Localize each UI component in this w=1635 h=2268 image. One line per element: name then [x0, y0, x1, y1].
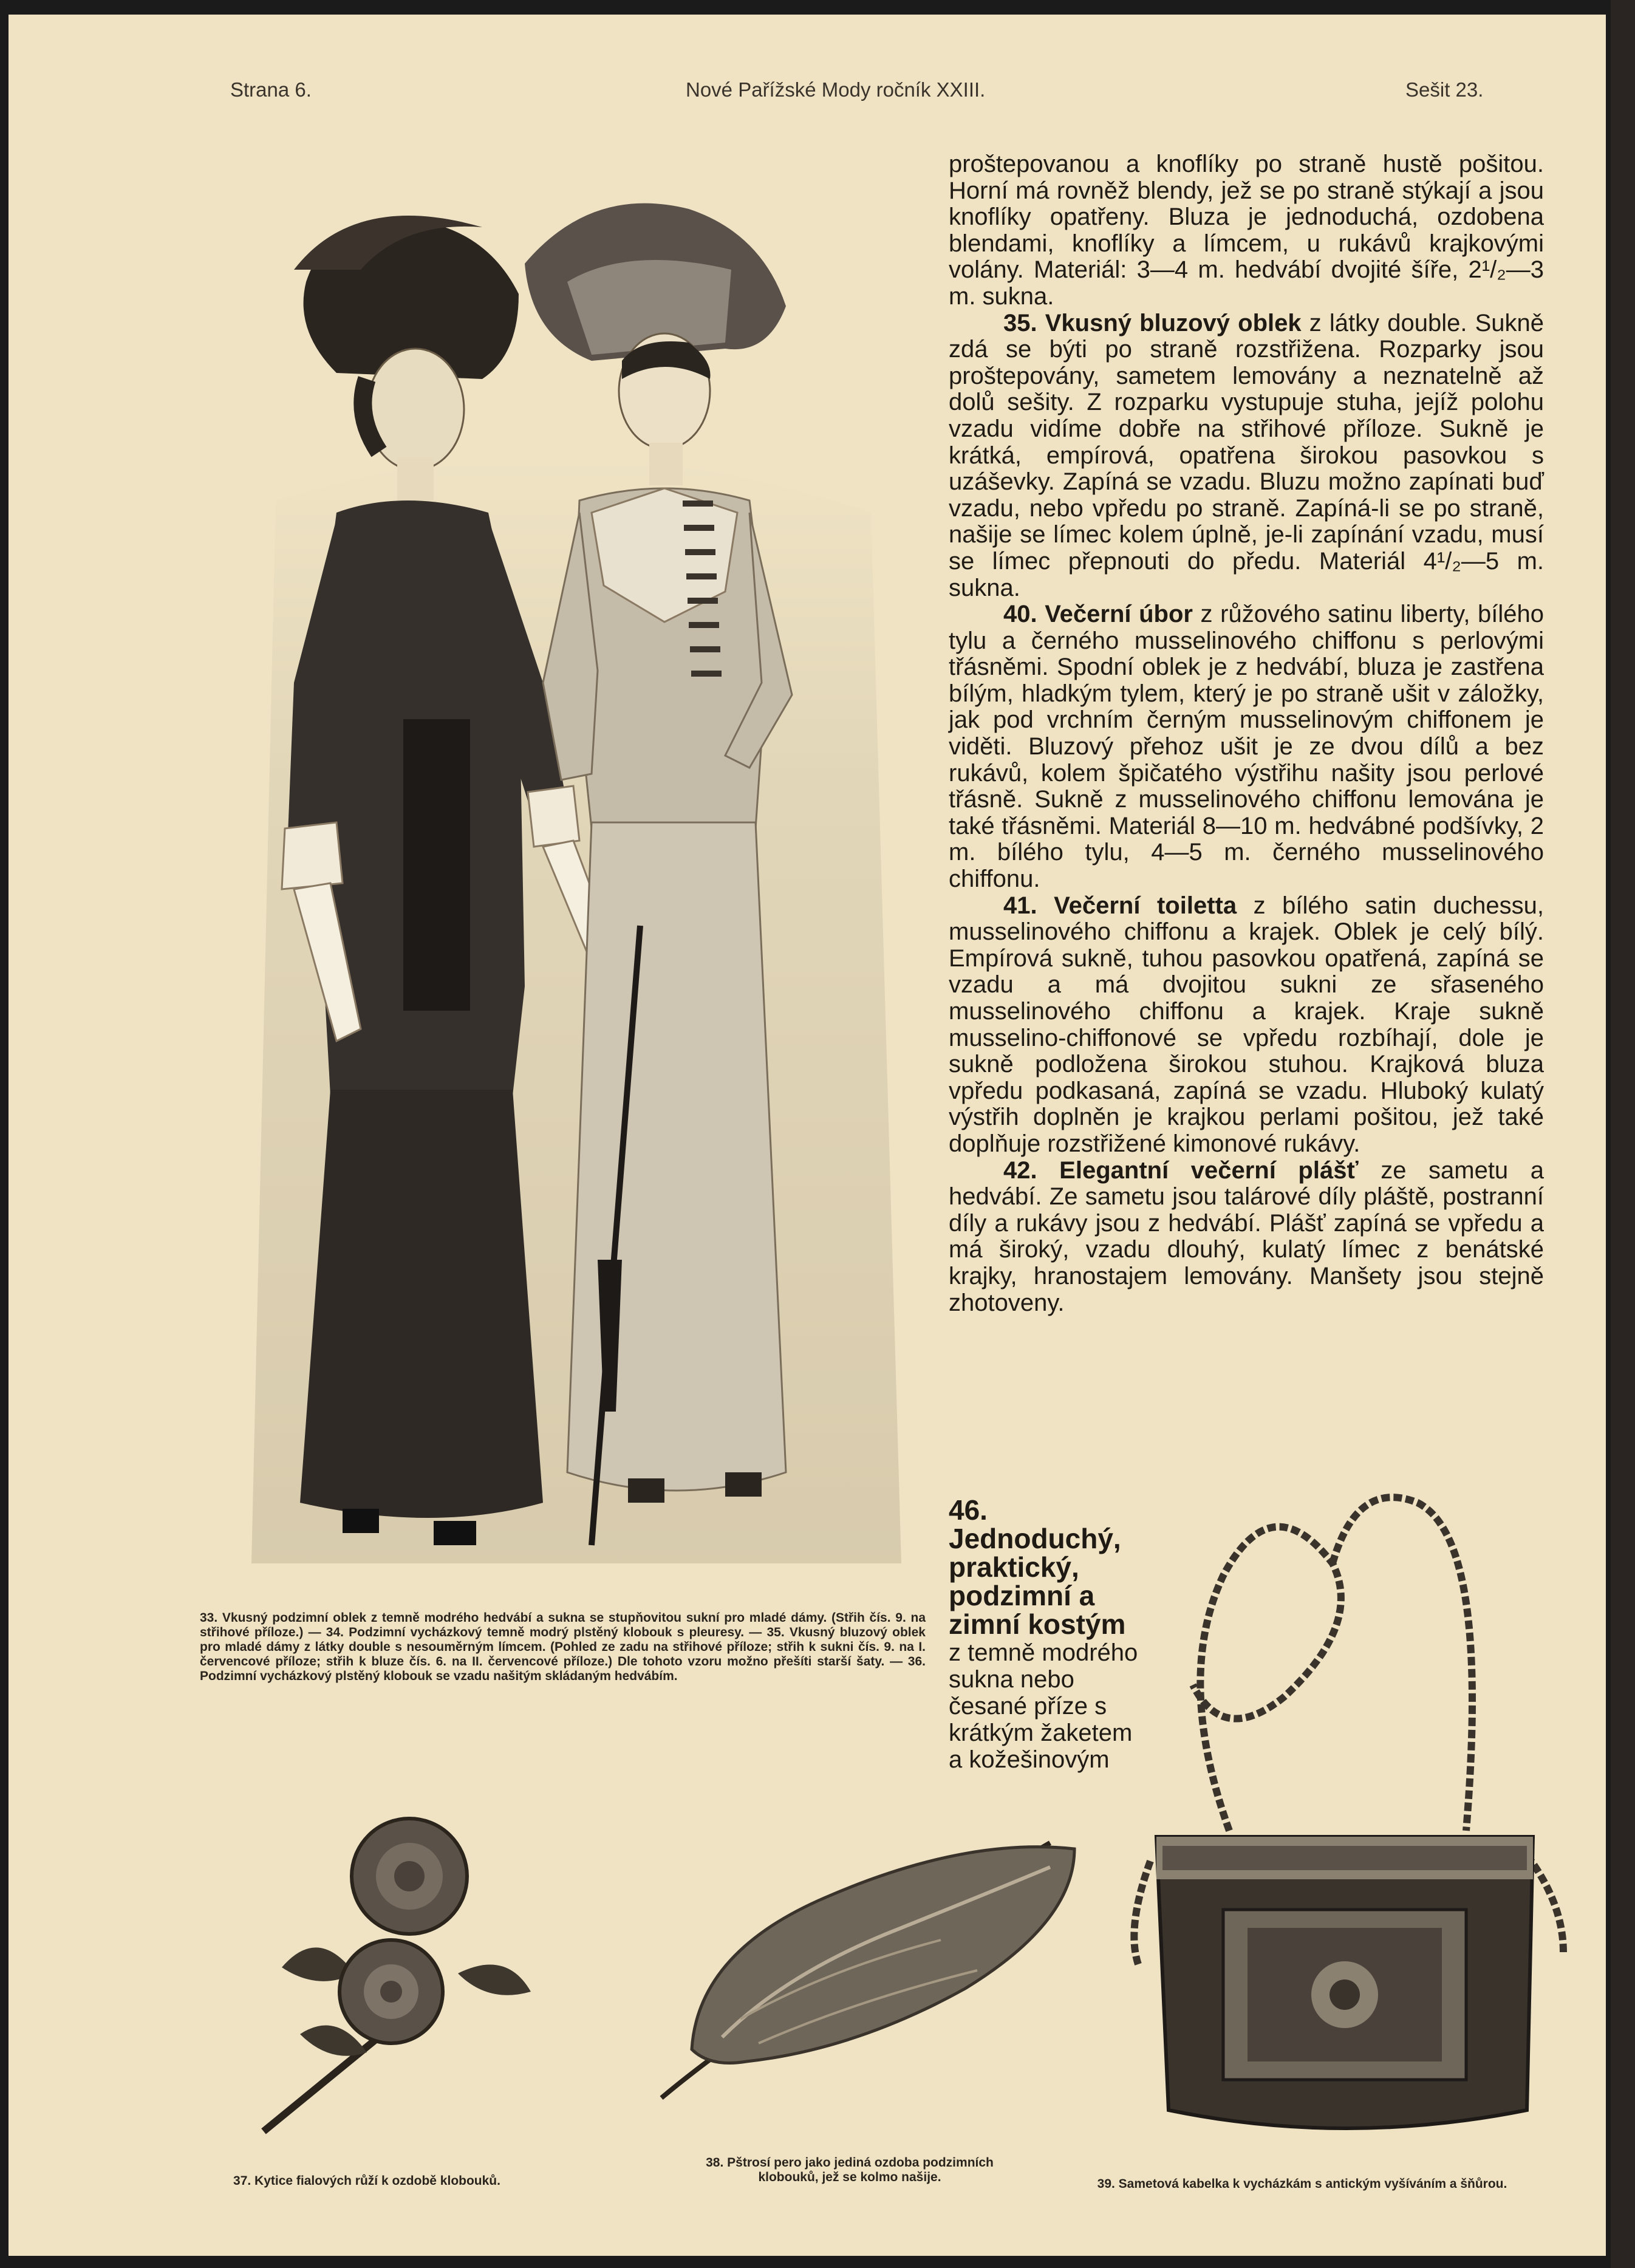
issue-number: Sešit 23. — [1405, 78, 1484, 101]
article-item-41: 41. Večerní toiletta z bílého satin duchessu, musselinového chiffonu a krajek. Oblek je celý bílý. Empírová sukně, tuhou pasovkou opatřená, zapíná se vzadu a má dvojitou sukni ze sřaseného musselinového chiffonu a krajek. Kraje sukně musselino-chiffonové se vpředu rozbíhají, dole je sukně podložena širokou stuhou. Krajková bluza vpředu podkasaná, zapíná se vzadu. Hluboký kulatý výstřih doplněn je krajkou perlami pošitou, jež také doplňuje rozstřižené kimonové rukávy. — [949, 892, 1544, 1157]
article-item-46-body: z temně modrého sukna nebo česané příze s krátkým žaketem a kožešinovým — [949, 1639, 1138, 1773]
article-item-42: 42. Elegantní večerní plášť ze sametu a hedvábí. Ze sametu jsou talárové díly pláště, postranní díly a rukávy jsou z hedvábí. Plášť zapíná se vpředu a má široký, vzadu dlouhý, kulatý límec z benátské krajky, hranostajem lemovány. Manšety jsou stejně zhotoveny. — [949, 1156, 1544, 1316]
page-number: Strana 6. — [230, 78, 312, 101]
article-item-35: 35. Vkusný bluzový oblek z látky double. Sukně zdá se býti po straně rozstřižena. Rozparky jsou proštepovány, sametem lemovány a neznatelně až dolů sešity. Z rozparku vystupuje stuha, jejíž polohu vzadu vidíme dobře na střihové příloze. Sukně je krátká, empírová, opatřena širokou pasovkou s uzáševky. Zapíná se vzadu. Bluzu možno zapínati buď vzadu, nebo vpředu po straně. Zapíná-li se po straně, našije se límec kolem úplně, je-li zapínání vzadu, musí se límec přepnouti do předu. Materiál 4¹/₂—5 m. sukna. — [949, 309, 1544, 601]
velvet-bag-illustration — [1102, 1466, 1588, 2153]
binding-edge — [1611, 0, 1635, 2268]
article-text-column — [949, 151, 1544, 1316]
figure-caption-33-36: 33. Vkusný podzimní oblek z temně modrého hedvábí a sukna se stupňovitou sukní pro mladé dámy. (Střih čís. 9. na střihové příloze.) — 34. Podzimní vycházkový temně modrý plstěný klobouk s pleuresy. — 35. Vkusný bluzový oblek pro mladé dámy z látky double s nesouměrným límcem. (Pohled ze zadu na střihové příloze; střih k sukni čís. 9. na I. červencové příloze; střih k bluze čís. 6. na II. červencové příloze.) Dle tohoto vzoru možno přešíti starší šaty. — 36. Podzimní vycházkový plstěný klobouk se vzadu našitým skládaným hedvábím. — [200, 1611, 926, 1683]
article-item-40: 40. Večerní úbor z růžového satinu liberty, bílého tylu a černého musselinového chiffonu s perlovými třásněmi. Spodní oblek je z hedvábí, bluza je zastřena bílým, hladkým tylem, který je po straně ušit v záložky, jak pod vrchním černým musselinovým chiffonem je viděti. Bluzový přehoz ušit je ze dvou dílů a bez rukávů, kolem špičatého výstřihu našity jsou perlové třásně. Sukně z musselinového chiffonu lemována je také třásněmi. Materiál 8—10 m. hedvábné podšívky, 2 m. bílého tylu, 4—5 m. černého musselinového chiffonu. — [949, 601, 1544, 893]
article-intro: proštepovanou a knoflíky po straně hustě pošitou. Horní má rovněž blendy, jež se po straně stýkají a jsou knoflíky opatřeny. Bluza je jednoduchá, ozdobena blendami, knoflíky a límcem, u rukávů krajkovými volány. Materiál: 3—4 m. hedvábí dvojité šíře, 2¹/₂—3 m. sukna. — [949, 151, 1544, 310]
fashion-illustration-ladies — [203, 197, 932, 1606]
magazine-page — [9, 15, 1606, 2256]
figure-caption-37: 37. Kytice fialových růží k ozdobě klobouků. — [233, 2174, 500, 2188]
rose-bouquet-illustration — [245, 1791, 561, 2156]
ostrich-feather-illustration — [625, 1819, 1087, 2122]
magazine-title: Nové Pařížské Mody ročník XXIII. — [686, 78, 986, 101]
figure-caption-38: 38. Pštrosí pero jako jediná ozdoba podzimních klobouků, jež se kolmo našije. — [706, 2156, 994, 2184]
article-item-46-head: 46. Jednoduchý, praktický, podzimní a zimní kostým — [949, 1494, 1126, 1640]
figure-caption-39: 39. Sametová kabelka k vycházkám s antickým vyšíváním a šňůrou. — [1097, 2177, 1507, 2191]
